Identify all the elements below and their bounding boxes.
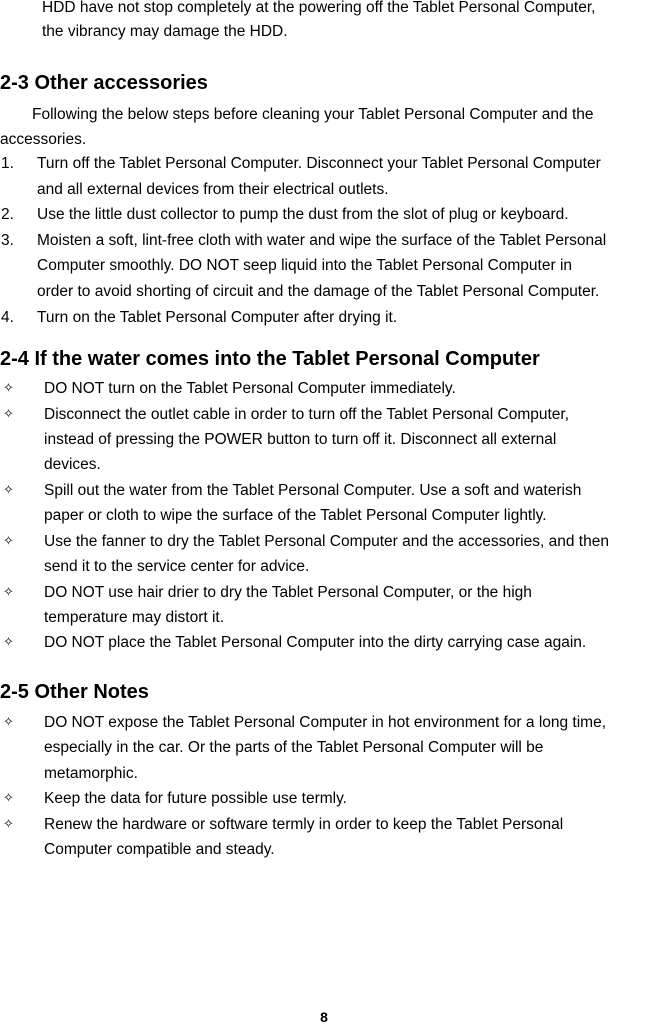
bullet-item-line: Renew the hardware or software termly in order to keep the Tablet Personal	[44, 816, 564, 833]
diamond-bullet-icon: ✧	[3, 585, 14, 600]
list-item-line: Turn off the Tablet Personal Computer. Disconnect your Tablet Personal Computer	[37, 155, 601, 172]
list-item-line: and all external devices from their electrical outlets.	[37, 181, 389, 198]
diamond-bullet-icon: ✧	[3, 791, 14, 806]
bullet-item-line: temperature may distort it.	[44, 609, 225, 626]
section-intro-line: accessories.	[0, 131, 87, 148]
section-intro-line: Following the below steps before cleaning your Tablet Personal Computer and the	[32, 106, 594, 123]
bullet-item-line: Use the fanner to dry the Tablet Personal Computer and the accessories, and then	[44, 533, 609, 550]
diamond-bullet-icon: ✧	[3, 715, 14, 730]
bullet-item-line: devices.	[44, 456, 101, 473]
list-number: 4.	[1, 309, 14, 326]
bullet-item-line: instead of pressing the POWER button to turn off it. Disconnect all external	[44, 431, 557, 448]
list-item-line: Turn on the Tablet Personal Computer after drying it.	[37, 309, 398, 326]
bullet-item-line: paper or cloth to wipe the surface of the Tablet Personal Computer lightly.	[44, 507, 547, 524]
list-number: 1.	[1, 155, 14, 172]
list-item-line: Computer smoothly. DO NOT seep liquid into the Tablet Personal Computer in	[37, 257, 573, 274]
intro-line: the vibrancy may damage the HDD.	[42, 23, 288, 40]
bullet-item-line: Spill out the water from the Tablet Personal Computer. Use a soft and waterish	[44, 482, 582, 499]
bullet-item-line: DO NOT expose the Tablet Personal Computer in hot environment for a long time,	[44, 714, 607, 731]
list-item-line: Use the little dust collector to pump the dust from the slot of plug or keyboard.	[37, 206, 569, 223]
diamond-bullet-icon: ✧	[3, 407, 14, 422]
list-item-line: order to avoid shorting of circuit and the damage of the Tablet Personal Computer.	[37, 283, 600, 300]
bullet-item-line: Disconnect the outlet cable in order to turn off the Tablet Personal Computer,	[44, 406, 570, 423]
diamond-bullet-icon: ✧	[3, 635, 14, 650]
diamond-bullet-icon: ✧	[3, 817, 14, 832]
section-heading-2-3: 2-3 Other accessories	[0, 72, 208, 94]
list-number: 3.	[1, 232, 14, 249]
section-heading-2-4: 2-4 If the water comes into the Tablet Personal Computer	[0, 348, 540, 370]
bullet-item-line: metamorphic.	[44, 765, 138, 782]
bullet-item-line: Keep the data for future possible use termly.	[44, 790, 347, 807]
list-number: 2.	[1, 206, 14, 223]
diamond-bullet-icon: ✧	[3, 534, 14, 549]
bullet-item-line: especially in the car. Or the parts of the Tablet Personal Computer will be	[44, 739, 544, 756]
diamond-bullet-icon: ✧	[3, 483, 14, 498]
page-number: 8	[320, 1009, 328, 1025]
intro-line: HDD have not stop completely at the powering off the Tablet Personal Computer,	[42, 0, 596, 16]
bullet-item-line: send it to the service center for advice.	[44, 558, 310, 575]
bullet-item-line: DO NOT place the Tablet Personal Computer into the dirty carrying case again.	[44, 634, 587, 651]
section-heading-2-5: 2-5 Other Notes	[0, 681, 149, 703]
bullet-item-line: DO NOT turn on the Tablet Personal Computer immediately.	[44, 380, 456, 397]
bullet-item-line: Computer compatible and steady.	[44, 841, 275, 858]
bullet-item-line: DO NOT use hair drier to dry the Tablet Personal Computer, or the high	[44, 584, 532, 601]
list-item-line: Moisten a soft, lint-free cloth with water and wipe the surface of the Tablet Personal	[37, 232, 607, 249]
diamond-bullet-icon: ✧	[3, 381, 14, 396]
